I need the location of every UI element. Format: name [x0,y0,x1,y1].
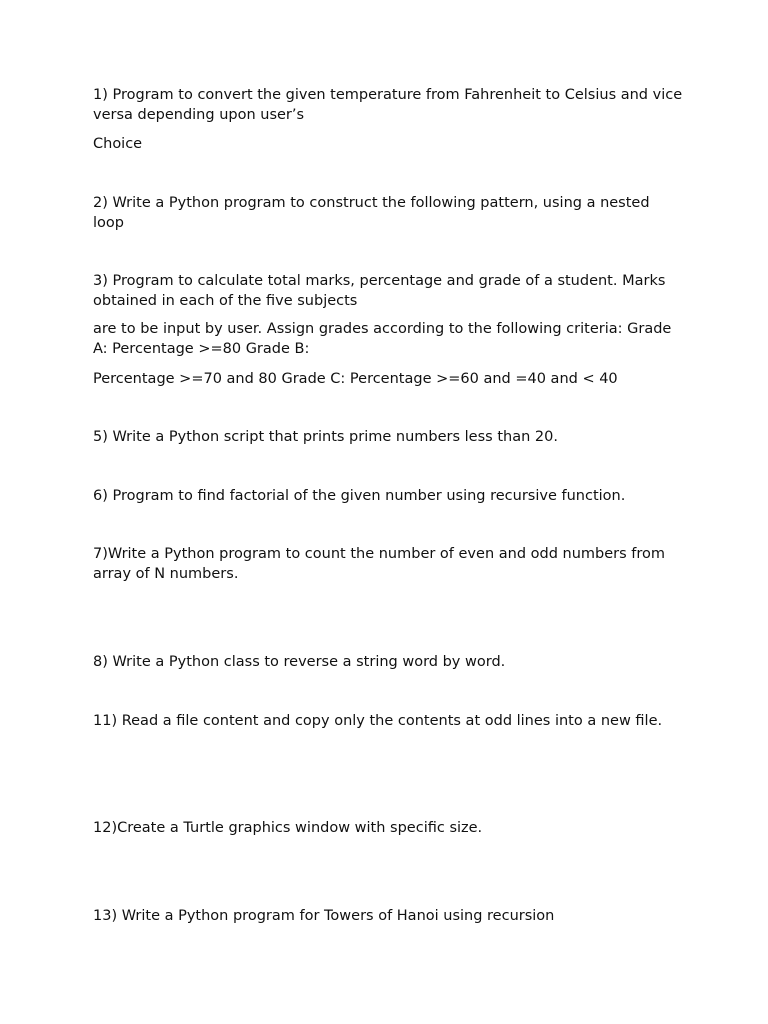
question-2-text: 2) Write a Python program to construct the following pattern, using a nested loop [93,195,650,231]
question-3-text: 3) Program to calculate total marks, percentage and grade of a student. Marks obtained in each of the five subjects [93,273,666,309]
question-7-text: 7)Write a Python program to count the number of even and odd numbers from array of N numbers. [93,546,666,582]
question-12-text: 12)Create a Turtle graphics window with specific size. [93,820,483,836]
question-8-text: 8) Write a Python class to reverse a string word by word. [93,654,506,670]
question-5-text: 5) Write a Python script that prints prime numbers less than 20. [93,429,558,445]
question-1-text: 1) Program to convert the given temperature from Fahrenheit to Celsius and vice versa depending upon user’s [93,87,683,123]
question-3-criteria: are to be input by user. Assign grades according to the following criteria: Grade A: Percentage >=80 Grade B: [93,321,672,357]
question-1-continuation: Choice [93,136,143,152]
question-6-text: 6) Program to find factorial of the given number using recursive function. [93,488,626,504]
question-13-text: 13) Write a Python program for Towers of Hanoi using recursion [93,908,555,924]
question-3-criteria-continued: Percentage >=70 and 80 Grade C: Percentage >=60 and =40 and < 40 [93,371,618,387]
question-11-text: 11) Read a file content and copy only the contents at odd lines into a new file. [93,713,663,729]
